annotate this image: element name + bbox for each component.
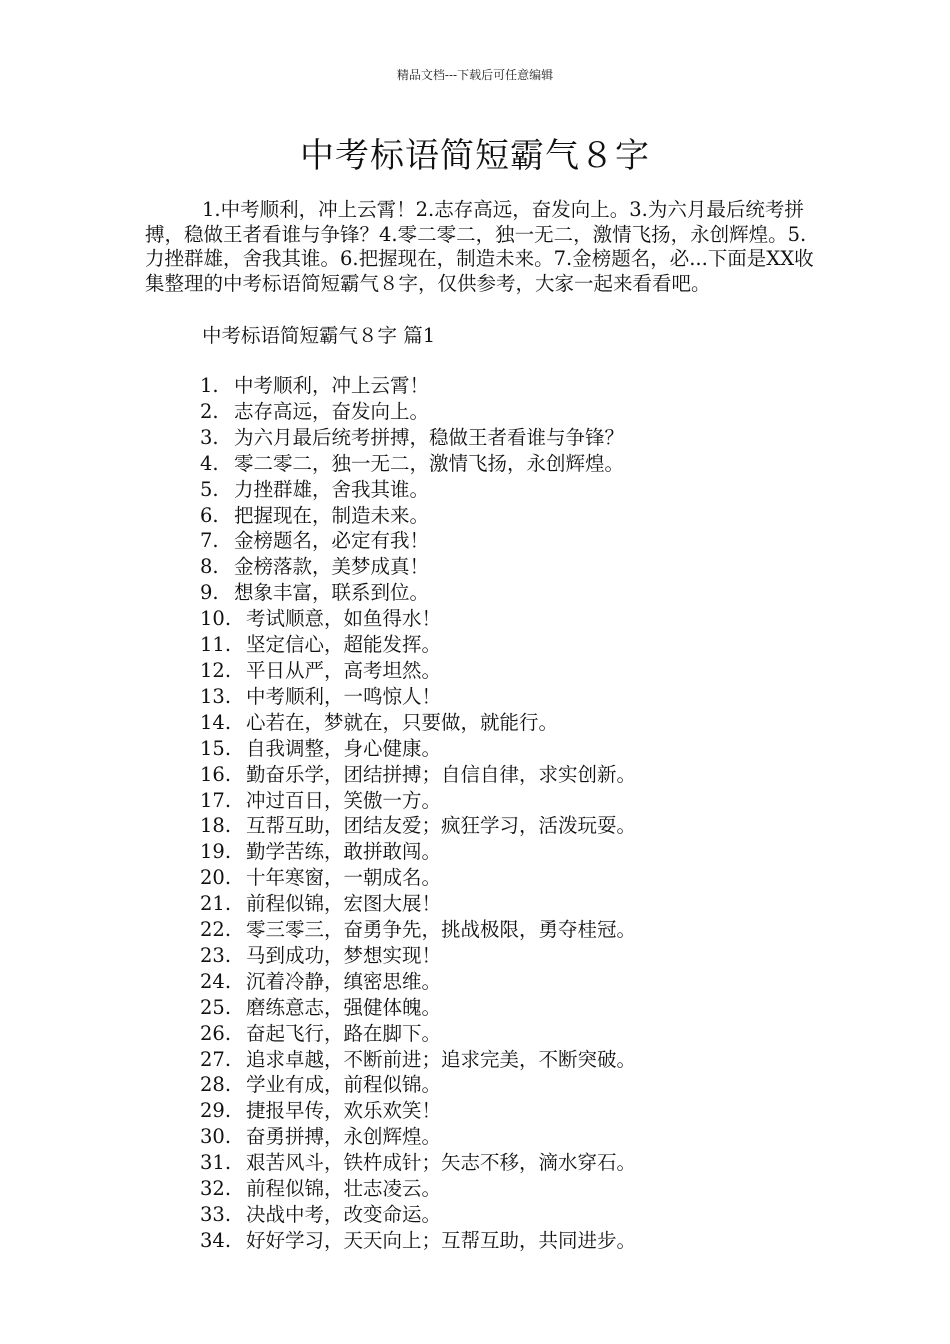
slogan-number: 19. (200, 840, 232, 864)
slogan-text: 自我调整，身心健康。 (246, 736, 442, 760)
slogan-text: 平日从严，高考坦然。 (246, 658, 442, 682)
slogan-item (200, 865, 636, 891)
slogan-number: 15. (200, 736, 232, 760)
slogan-item (200, 1228, 636, 1254)
slogan-number: 20. (200, 866, 232, 890)
slogan-number: 24. (200, 969, 232, 993)
slogan-number: 33. (200, 1203, 232, 1226)
slogan-item (200, 1047, 636, 1073)
slogan-text: 前程似锦，壮志凌云。 (246, 1177, 442, 1201)
slogan-text: 沉着冷静，缜密思维。 (246, 969, 442, 993)
slogan-number: 26. (200, 1021, 232, 1045)
slogan-number: 34. (200, 1228, 232, 1252)
slogan-number: 29. (200, 1099, 232, 1123)
slogan-item (200, 528, 636, 554)
slogan-number: 6. (200, 503, 219, 527)
slogan-number: 9. (200, 581, 219, 605)
slogan-text: 马到成功，梦想实现！ (246, 943, 442, 967)
slogan-number: 7. (200, 529, 219, 553)
slogan-item (200, 710, 636, 736)
slogan-number: 27. (200, 1047, 232, 1071)
slogan-item (200, 373, 636, 399)
slogan-item (200, 1098, 636, 1124)
intro-paragraph: 1.中考顺利，冲上云霄！2.志存高远，奋发向上。3.为六月最后统考拼搏，稳做王者看谁与争锋？4.零二零二，独一无二，激情飞扬，永创辉煌。5.力挫群雄，舍我其谁。6.把握现在，制造未来。7.金榜题名，必...下面是XX收集整理的中考标语简短霸气８字，仅供参考，大家一起来看看吧。 (145, 198, 814, 295)
slogan-item (200, 606, 636, 632)
slogan-number: 21. (200, 892, 232, 916)
slogan-text: 把握现在，制造未来。 (234, 503, 430, 527)
slogan-item (200, 917, 636, 943)
document-title: 中考标语简短霸气８字 (300, 136, 650, 176)
slogan-item (200, 1124, 636, 1150)
slogan-number: 28. (200, 1073, 232, 1097)
slogan-number: 31. (200, 1151, 232, 1175)
slogan-item (200, 425, 636, 451)
slogan-text: 为六月最后统考拼搏，稳做王者看谁与争锋？ (234, 425, 625, 449)
slogan-text: 想象丰富，联系到位。 (234, 581, 430, 605)
slogan-text: 前程似锦，宏图大展！ (246, 892, 442, 916)
slogan-text: 捷报早传，欢乐欢笑！ (246, 1099, 442, 1123)
slogan-text: 奋勇拼搏，永创辉煌。 (246, 1125, 442, 1149)
slogan-number: 14. (200, 710, 232, 734)
slogan-text: 中考顺利，冲上云霄！ (234, 374, 430, 397)
slogan-item (200, 995, 636, 1021)
slogan-item (200, 1072, 636, 1098)
slogan-text: 金榜题名，必定有我！ (234, 529, 430, 553)
slogan-number: 22. (200, 918, 232, 942)
slogan-text: 决战中考，改变命运。 (246, 1203, 442, 1226)
slogan-item (200, 1021, 636, 1047)
section-heading: 中考标语简短霸气８字 篇1 (202, 324, 436, 347)
slogan-text: 零二零二，独一无二，激情飞扬，永创辉煌。 (234, 451, 625, 475)
slogan-item (200, 632, 636, 658)
slogan-item (200, 580, 636, 606)
slogan-text: 冲过百日，笑傲一方。 (246, 788, 442, 812)
slogan-item (200, 891, 636, 917)
slogan-text: 追求卓越，不断前进；追求完美，不断突破。 (246, 1047, 637, 1071)
slogan-number: 11. (200, 633, 232, 657)
slogan-number: 1. (200, 374, 219, 397)
slogan-text: 十年寒窗，一朝成名。 (246, 866, 442, 890)
slogan-number: 13. (200, 684, 232, 708)
slogan-item (200, 969, 636, 995)
slogan-text: 中考顺利，一鸣惊人！ (246, 684, 442, 708)
slogan-item (200, 451, 636, 477)
slogan-text: 力挫群雄，舍我其谁。 (234, 477, 430, 501)
slogan-text: 奋起飞行，路在脚下。 (246, 1021, 442, 1045)
slogan-text: 志存高远，奋发向上。 (234, 399, 430, 423)
slogan-text: 考试顺意，如鱼得水！ (246, 607, 442, 631)
slogan-number: 18. (200, 814, 232, 838)
slogan-number: 30. (200, 1125, 232, 1149)
slogan-number: 32. (200, 1177, 232, 1201)
slogan-number: 25. (200, 995, 232, 1019)
slogan-item (200, 399, 636, 425)
slogan-text: 好好学习，天天向上；互帮互助，共同进步。 (246, 1228, 637, 1252)
slogan-text: 坚定信心，超能发挥。 (246, 633, 442, 657)
slogan-text: 勤奋乐学，团结拼搏；自信自律，求实创新。 (246, 762, 637, 786)
slogan-text: 心若在，梦就在，只要做，就能行。 (246, 710, 559, 734)
slogan-list (200, 373, 636, 1254)
slogan-item (200, 943, 636, 969)
slogan-text: 艰苦风斗，铁杵成针；矢志不移，滴水穿石。 (246, 1151, 637, 1175)
slogan-text: 勤学苦练，敢拼敢闯。 (246, 840, 442, 864)
slogan-item (200, 813, 636, 839)
slogan-number: 2. (200, 399, 219, 423)
slogan-text: 零三零三，奋勇争先，挑战极限，勇夺桂冠。 (246, 918, 637, 942)
slogan-number: 17. (200, 788, 232, 812)
slogan-text: 互帮互助，团结友爱；疯狂学习，活泼玩耍。 (246, 814, 637, 838)
slogan-item (200, 762, 636, 788)
slogan-item (200, 839, 636, 865)
slogan-number: 23. (200, 943, 232, 967)
slogan-item (200, 1150, 636, 1176)
slogan-item (200, 736, 636, 762)
slogan-text: 金榜落款，美梦成真！ (234, 555, 430, 579)
slogan-item (200, 788, 636, 814)
slogan-number: 10. (200, 607, 232, 631)
slogan-number: 3. (200, 425, 219, 449)
slogan-number: 4. (200, 451, 219, 475)
slogan-item (200, 1202, 636, 1228)
slogan-item (200, 684, 636, 710)
slogan-item (200, 503, 636, 529)
slogan-item (200, 658, 636, 684)
slogan-number: 16. (200, 762, 232, 786)
slogan-number: 12. (200, 658, 232, 682)
slogan-text: 学业有成，前程似锦。 (246, 1073, 442, 1097)
slogan-item (200, 554, 636, 580)
slogan-text: 磨练意志，强健体魄。 (246, 995, 442, 1019)
slogan-item (200, 1176, 636, 1202)
slogan-number: 8. (200, 555, 219, 579)
slogan-item (200, 477, 636, 503)
slogan-number: 5. (200, 477, 219, 501)
header-note: 精品文档---下载后可任意编辑 (396, 68, 554, 82)
